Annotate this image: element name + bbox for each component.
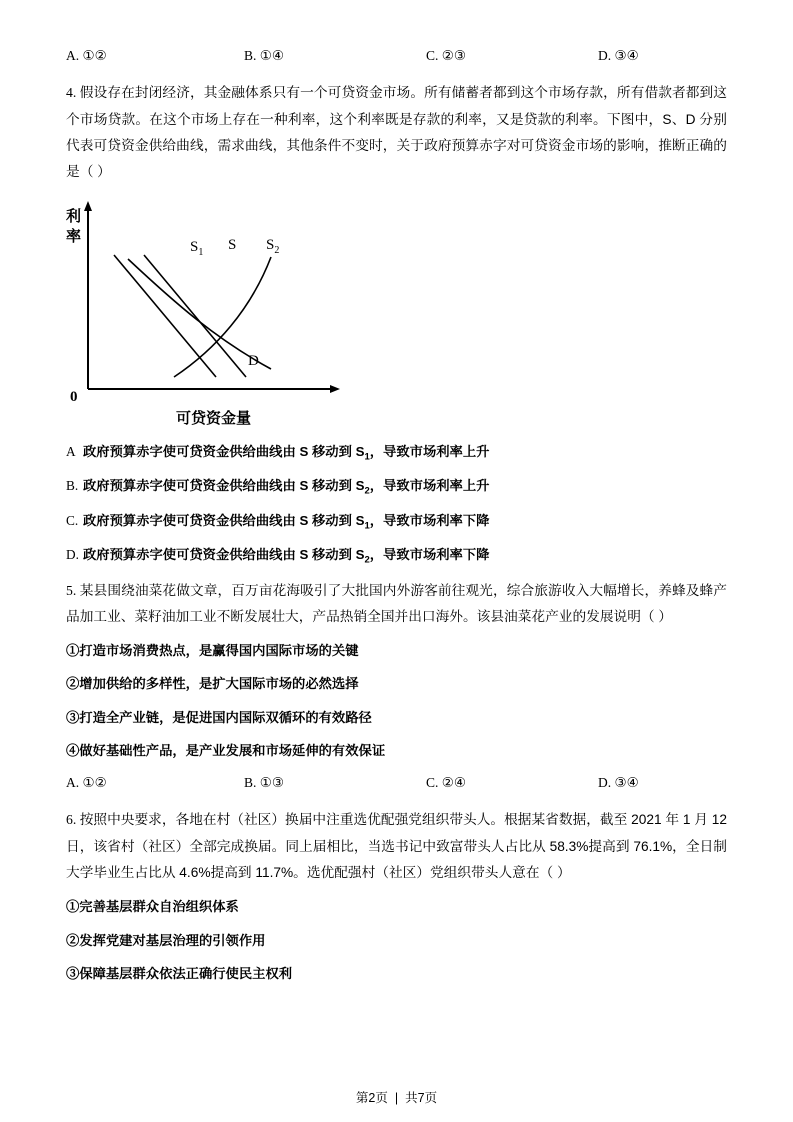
- question-6-text: [66, 807, 727, 886]
- footer-separator: |: [394, 1091, 399, 1105]
- question-5: [66, 578, 727, 631]
- question-5-statement-2: ②增加供给的多样性，是扩大国际市场的必然选择: [66, 676, 359, 692]
- question-5-body: 某县围绕油菜花做文章，百万亩花海吸引了大批国内外游客前往观光，综合旅游收入大幅增长，养蜂及蜂产品加工业、菜籽油加工业不断发展壮大，产品热销全国并出口海外。该县油菜花产业的发展说明（ ）: [66, 582, 727, 624]
- question-6: [66, 807, 727, 886]
- footer-total-label: 共7页: [405, 1091, 438, 1105]
- question-4-text: [66, 80, 727, 185]
- question-5-text: [66, 578, 727, 631]
- choice-c-label: C.: [66, 512, 79, 528]
- choice-d-label: D.: [66, 546, 79, 562]
- choice-c-sub: 1: [364, 520, 370, 532]
- choice-d-sub: 2: [364, 554, 370, 566]
- choice-b-text-after: ，导致市场利率上升: [369, 478, 490, 494]
- y-axis-label-2: 率: [66, 228, 82, 246]
- question-5-statement-3: ③打造全产业链，是促进国内国际双循环的有效路径: [66, 709, 372, 725]
- choice-b-text-before: 政府预算赤字使可贷资金供给曲线由 S 移动到 S: [83, 478, 365, 494]
- question-6-number: 6.: [66, 812, 77, 828]
- option-a: A. ①②: [66, 48, 107, 63]
- choice-a-label: A: [66, 444, 76, 460]
- question-5-options-row: [66, 773, 727, 793]
- question-6-statement-1: ①完善基层群众自治组织体系: [66, 899, 239, 915]
- x-axis-label: 可贷资金量: [176, 410, 252, 428]
- choice-b-label: B.: [66, 478, 79, 494]
- option-b: B. ①④: [244, 48, 284, 63]
- choice-a-text-after: ，导致市场利率上升: [369, 444, 490, 460]
- question-6-statement-2: ②发挥党建对基层治理的引领作用: [66, 932, 266, 948]
- page-footer: [0, 1088, 793, 1106]
- loanable-funds-figure: [66, 199, 727, 431]
- question-6-body: 按照中央要求，各地在村（社区）换届中注重选优配强党组织带头人。根据某省数据，截至 2021 年 1 月 12 日，该省村（社区）全部完成换届。同上届相比，当选书记中致富带头人占比从 58.3%提高到 76.1%，全日制大学毕业生占比从 4.6%提高到 11.7%。选优配强村（社区）党组织带头人意在（ ）: [66, 812, 728, 881]
- x-axis-arrow: [330, 385, 340, 393]
- question-4-body: 假设存在封闭经济，其金融体系只有一个可贷资金市场。所有储蓄者都到这个市场存款，所有借款者都到这个市场贷款。在这个市场上存在一种利率，这个利率既是存款的利率，又是贷款的利率。下图中，S、D 分别代表可贷资金供给曲线，需求曲线，其他条件不变时，关于政府预算赤字对可贷资金市场的影响，推断正确的是（ ）: [66, 85, 727, 180]
- curve-s1-label: $S_1$: [190, 239, 204, 259]
- question-4-choice-d: [66, 544, 727, 568]
- choice-c-text-before: 政府预算赤字使可贷资金供给曲线由 S 移动到 S: [83, 512, 365, 528]
- question-5-statement-1: ①打造市场消费热点，是赢得国内国际市场的关键: [66, 643, 359, 659]
- curve-s-line: [144, 255, 246, 377]
- question-5-number: 5.: [66, 582, 77, 598]
- choice-c-text-after: ，导致市场利率下降: [369, 512, 490, 528]
- footer-page-label: 第2页: [355, 1091, 388, 1105]
- option-c: C. ②③: [426, 48, 466, 63]
- q5-option-d: D. ③④: [598, 775, 639, 791]
- curve-s1-line: [114, 255, 216, 377]
- question-4-number: 4.: [66, 85, 77, 101]
- curve-s-label: S: [228, 237, 237, 254]
- question-4-choice-b: [66, 475, 727, 499]
- q5-option-b: B. ①③: [244, 775, 284, 791]
- option-d: D. ③④: [598, 48, 639, 63]
- choice-b-sub: 2: [364, 486, 370, 498]
- question-6-statements: [66, 896, 727, 984]
- choice-a-text-before: 政府预算赤字使可贷资金供给曲线由 S 移动到 S: [83, 444, 365, 460]
- choice-a-sub: 1: [364, 452, 370, 464]
- question-5-statements: [66, 640, 727, 761]
- y-axis-arrow: [84, 201, 92, 211]
- question-4-choices: [66, 441, 727, 567]
- choice-d-text-after: ，导致市场利率下降: [369, 546, 490, 562]
- origin-label: 0: [70, 389, 78, 406]
- q5-option-c: C. ②④: [426, 775, 466, 791]
- question-5-statement-4: ④做好基础性产品，是产业发展和市场延伸的有效保证: [66, 742, 386, 758]
- figure-svg: [66, 199, 466, 431]
- question-4: [66, 80, 727, 185]
- curve-s2-label: $S_2$: [266, 237, 280, 257]
- question-6-statement-3: ③保障基层群众依法正确行使民主权利: [66, 965, 293, 981]
- question-4-choice-c: [66, 510, 727, 534]
- q5-option-a: A. ①②: [66, 775, 107, 791]
- curve-d-label: D: [248, 353, 259, 370]
- y-axis-label-1: 利: [66, 208, 82, 226]
- choice-d-text-before: 政府预算赤字使可贷资金供给曲线由 S 移动到 S: [83, 546, 365, 562]
- question-4-choice-a: [66, 441, 727, 465]
- question-3-options-row: [66, 46, 727, 66]
